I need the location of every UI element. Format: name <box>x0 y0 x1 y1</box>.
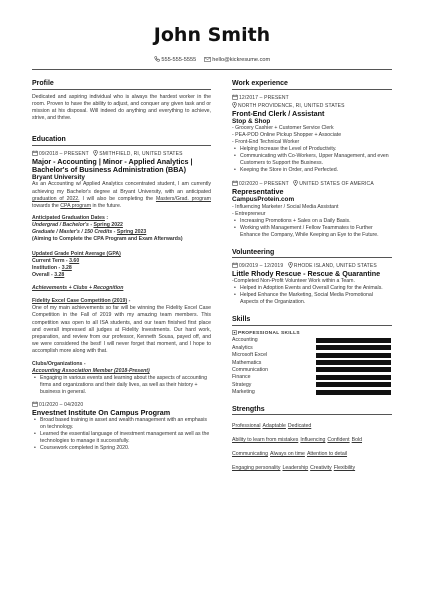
calendar-icon <box>32 401 38 407</box>
education-heading: Education <box>32 136 211 146</box>
gpa-heading: Updated Grade Point Average (GPA) <box>32 251 121 258</box>
strengths-heading: Strengths <box>232 406 392 416</box>
job1-date: 12/2017 – PRESENT <box>232 94 392 101</box>
header-divider <box>32 69 392 70</box>
calendar-icon <box>232 262 238 268</box>
strength-tag: Professional <box>232 423 261 430</box>
job1-line: - PEA-POD Online Pickup Shopper + Associate <box>232 132 342 139</box>
skills-list <box>232 337 392 396</box>
contact-line <box>0 56 424 63</box>
club-bullet: • Engaging in various events and learning about the aspects of accounting firms and organizations and their daily lives, as well as their history + business in general. <box>32 375 211 396</box>
job2-bullet: • Working with Management / Fellow Teammates to Further Enhance the Company, While Keeping an Eye to the Future. <box>232 225 392 239</box>
candidate-name: John Smith <box>153 24 271 46</box>
strength-tag: Bold <box>351 437 363 444</box>
degree-description: As an Accounting w/ Applied Analytics concentrated student, I am currently achieving my Bachelor's degree at Bryant University, with an anticipated graduation of 2022. I will also be completing the Masters/Grad. program towards the CPA program in the future. <box>32 181 211 210</box>
skill-level-bar <box>316 367 391 372</box>
strength-tag: Attention to detail <box>306 451 348 458</box>
skill-row <box>232 381 392 388</box>
strengths-section <box>232 406 392 476</box>
strength-tag: Flexibility <box>333 465 356 472</box>
skill-name: Marketing <box>232 389 255 396</box>
envestnet-meta: 01/2020 – 04/2020 <box>32 401 211 408</box>
envestnet-bullet: • Learned the essential language of investment management as well as the technologies to manage it successfully. <box>32 431 211 445</box>
job2-line: - Entrepreneur <box>232 210 266 217</box>
strengths-row <box>232 419 392 433</box>
skill-name: Mathematics <box>232 359 262 366</box>
skill-row <box>232 344 392 351</box>
strength-tag: Adaptable <box>262 423 286 430</box>
strength-tag: Creativity <box>310 465 332 472</box>
job1-title: Front-End Clerk / Assistant <box>232 108 325 118</box>
volunteering-bullet: • Helped in Adoption Events and Overall Caring for the Animals. <box>232 285 392 292</box>
skill-row <box>232 374 392 381</box>
anticipated-dates-heading: Anticipated Graduation Dates : <box>32 215 109 222</box>
strengths-row <box>232 461 392 475</box>
profile-heading: Profile <box>32 80 211 90</box>
volunteering-bullet: • Helped Enhance the Marketing, Social Media Promotional Aspects of the Organization. <box>232 292 392 306</box>
skill-level-bar <box>316 345 391 350</box>
skill-name: Analytics <box>232 344 253 351</box>
gpa-current: Current Term - 3.60 <box>32 258 80 265</box>
job2-bullet: • Increasing Promotions + Sales on a Daily Basis. <box>232 218 392 225</box>
volunteering-section <box>232 249 392 307</box>
strength-tag: Influencing <box>300 437 326 444</box>
clubs-heading: Clubs/Organizations - <box>32 360 86 367</box>
location-pin-icon <box>288 262 293 268</box>
mail-icon <box>204 57 211 62</box>
job1-bullet: • Helping Increase the Level of Productivity. <box>232 146 392 153</box>
skills-list-icon <box>232 330 237 335</box>
phone-contact[interactable] <box>154 56 196 63</box>
calendar-icon <box>32 150 38 156</box>
gpa-institution: Institution - 3.28 <box>32 265 72 272</box>
strengths-row <box>232 447 392 461</box>
degree-title: Major - Accounting | Minor - Applied Analytics | Bachelor's of Business Administration (BBA) <box>32 156 193 174</box>
strength-tag: Communicating <box>232 451 269 458</box>
location-pin-icon <box>293 180 298 186</box>
strength-tag: Dedicated <box>287 423 312 430</box>
envestnet-bullet: • Broad based training in asset and wealth management with an emphasis on technology. <box>32 417 211 431</box>
phone-text: 555-555-5555 <box>161 57 197 63</box>
skills-section <box>232 316 392 396</box>
skill-level-bar <box>316 353 391 358</box>
skill-level-bar <box>316 360 391 365</box>
email-text: hello@kickresume.com <box>212 57 271 63</box>
skill-name: Strategy <box>232 381 252 388</box>
calendar-icon <box>232 180 238 186</box>
volunteering-heading: Volunteering <box>232 249 392 259</box>
skill-name: Microsoft Excel <box>232 352 268 359</box>
job1-bullet: • Keeping the Store in Order, and Perfected. <box>232 167 392 174</box>
skill-level-bar <box>316 338 391 343</box>
job2-meta: 02/2020 – PRESENT UNITED STATES OF AMERICA <box>232 180 392 187</box>
school-name: Bryant University <box>32 173 85 181</box>
strengths-row <box>232 433 392 447</box>
education-section <box>32 136 211 451</box>
achievements-heading: Achievements + Clubs + Recognition <box>32 285 124 292</box>
job1-org: Stop & Shop <box>232 117 271 125</box>
job1-location: NORTH PROVIDENCE, RI, UNITED STATES <box>232 102 392 109</box>
skill-row <box>232 351 392 358</box>
work-heading: Work experience <box>232 80 392 90</box>
profile-text: Dedicated and aspiring individual who is always the hardest worker in the room. Proven to have the ability to adjust, and conquer any given task and or mission at his disposal. Will indeed do anything and everything to achieve, strive, and thrive. <box>32 93 211 122</box>
calendar-icon <box>232 94 238 100</box>
skill-name: Communication <box>232 366 269 373</box>
email-contact[interactable] <box>204 57 270 63</box>
work-section <box>232 80 392 239</box>
skill-level-bar <box>316 375 391 380</box>
cpa-note: (Aiming to Complete the CPA Program and Exam Afterwards) <box>32 236 183 243</box>
left-column <box>32 80 211 452</box>
location-pin-icon <box>232 102 237 108</box>
strength-tag: Engaging personality <box>232 465 281 472</box>
strength-tag: Leadership <box>282 465 309 472</box>
professional-skills-heading: PROFESSIONAL SKILLS <box>232 330 392 336</box>
strength-tag: Confident <box>327 437 350 444</box>
volunteering-org: Little Rhody Rescue - Rescue & Quarantine <box>232 269 381 279</box>
envestnet-bullet: • Coursework completed in Spring 2020. <box>32 445 211 452</box>
envestnet-title: Envestnet Institute On Campus Program <box>32 407 171 417</box>
undergrad-date: Undergrad / Bachelor's - Spring 2022 <box>32 222 123 229</box>
right-column <box>232 80 392 475</box>
skill-row <box>232 337 392 344</box>
graduate-date: Graduate / Master's / 150 Credits - Spring 2023 <box>32 229 147 236</box>
education-meta: 09/2018 – PRESENT SMITHFIELD, RI, UNITED STATES <box>32 150 211 157</box>
skill-name: Accounting <box>232 337 258 344</box>
skills-heading: Skills <box>232 316 392 326</box>
fidelity-heading: Fidelity Excel Case Competition (2019) - <box>32 298 131 305</box>
skill-name: Finance <box>232 374 251 381</box>
job2-title: Representative <box>232 187 284 197</box>
profile-section <box>32 80 211 122</box>
skill-row <box>232 359 392 366</box>
strength-tag: Ability to learn from mistakes <box>232 437 299 444</box>
volunteering-line: -Completed Non-Profit Volunteer Work within a Team. <box>232 278 355 285</box>
job1-line: - Grocery Cashier + Customer Service Clerk <box>232 125 334 132</box>
job2-org: CampusProtein.com <box>232 196 295 204</box>
job1-line: - Front-End Technical Worker <box>232 139 300 146</box>
phone-icon <box>154 56 160 62</box>
skill-level-bar <box>316 382 391 387</box>
skill-row <box>232 366 392 373</box>
club-name: Accounting Association Member (2018-Present) <box>32 367 150 374</box>
gpa-overall: Overall - 3.28 <box>32 272 65 279</box>
skill-level-bar <box>316 390 391 395</box>
fidelity-text: One of my main achievements so far will be winning the Fidelity Excel Case Competition in the Fall of 2019 with my amazing team members. This competition was open to all ISA students, and our team finished first place and overall impressed all judges at Fidelity Investments. Our hard work, preparation, and review from our professor, Kenneth Sousa, payed off, and we were considered the best! I will never forget that moment, and I hope to accomplish more along with that. <box>32 305 211 355</box>
job1-bullet: • Communicating with Co-Workers, Upper Management, and even Customers to Support the Business. <box>232 153 392 167</box>
volunteering-meta: 09/2019 – 12/2019 RHODE ISLAND, UNITED STATES <box>232 262 392 269</box>
location-pin-icon <box>93 150 98 156</box>
job2-line: - Influencing Marketer / Social Media Assistant <box>232 203 339 210</box>
skill-row <box>232 388 392 395</box>
strength-tag: Always on time <box>270 451 305 458</box>
strengths-tags <box>232 419 392 475</box>
